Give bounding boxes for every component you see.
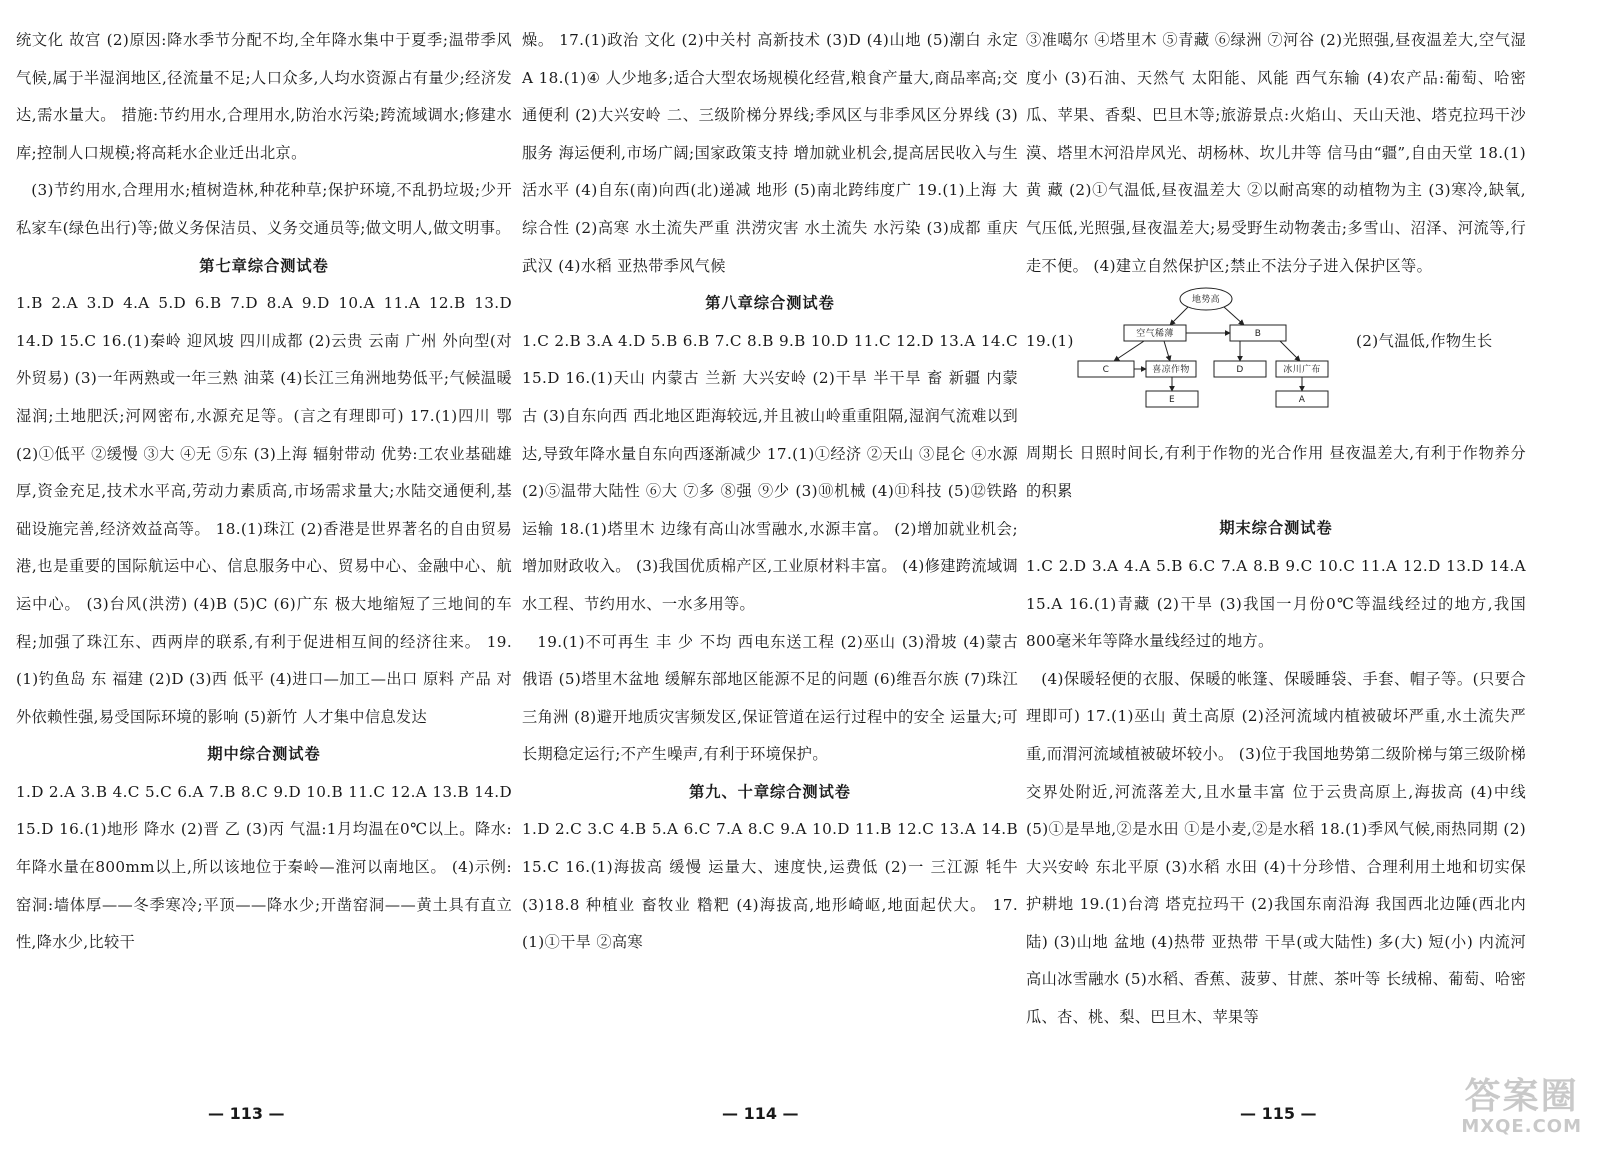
watermark-url: MXQE.COM <box>1461 1116 1582 1137</box>
answer-column-3 <box>1026 22 1526 1037</box>
answers-chapter9-10: 1.D 2.C 3.C 4.B 5.A 6.C 7.A 8.C 9.A 10.D 11.B 12.C 13.A 14.B 15.C 16.(1)海拔高 缓慢 运量大、速度快,运费低 (2)一 三江源 牦牛 (3)18.8 种植业 畜牧业 糌粑 (4)海拔高,地形崎岖,地面起伏大。 17.(1)①干旱 ②高寒 <box>522 820 1018 952</box>
answer-column-2 <box>522 22 1018 962</box>
answer-column-1 <box>16 22 512 962</box>
section-heading-chapter8: 第八章综合测试卷 <box>705 294 835 313</box>
flowchart-label: 喜凉作物 <box>1152 365 1190 376</box>
flowchart-label: 冰川广布 <box>1283 365 1321 376</box>
watermark-text: 答案圈 <box>1464 1076 1579 1117</box>
answer-continuation: (2)气温低,作物生长 <box>1356 332 1493 351</box>
answers-chapter8: 1.C 2.B 3.A 4.D 5.B 6.B 7.C 8.B 9.B 10.D 11.C 12.D 13.A 14.C 15.D 16.(1)天山 内蒙古 兰新 大兴安岭 (2)干旱 半干旱 畜 新疆 内蒙古 (3)自东向西 西北地区距海较远,并且被山岭重重阻隔,湿润气流难以到达,导致年降水量自东向西逐渐减少 17.(1)①经济 ②天山 ③昆仑 ④水源 (2)⑤温带大陆性 ⑥大 ⑦多 ⑧强 ⑨少 (3)⑩机械 (4)⑪科技 (5)⑫铁路运输 18.(1)塔里木 边缘有高山冰雪融水,水源丰富。 (2)增加就业机会;增加财政收入。 (3)我国优质棉产区,工业原材料丰富。 (4)修建跨流域调水工程、节约用水、一水多用等。 <box>522 331 1018 613</box>
answers-midterm: 1.D 2.A 3.B 4.C 5.C 6.A 7.B 8.C 9.D 10.B 11.C 12.A 13.B 14.D 15.D 16.(1)地形 降水 (2)晋 乙 (3)丙 气温:1月均温在0℃以上。降水:年降水量在800mm以上,所以该地位于秦岭—淮河以南地区。 (4)示例:窑洞:墙体厚——冬季寒冷;平顶——降水少;开凿窑洞——黄土具有直立性,降水少,比较干 <box>16 782 512 952</box>
paragraph: 周期长 日照时间长,有利于作物的光合作用 昼夜温差大,有利于作物养分的积累 <box>1026 444 1526 500</box>
answers-final: 1.C 2.D 3.A 4.A 5.B 6.C 7.A 8.B 9.C 10.C 11.A 12.D 13.D 14.A 15.A 16.(1)青藏 (2)干旱 (3)我国一月份0℃等温线经过的地方,我国800毫米年等降水量线经过的地方。 <box>1026 556 1526 651</box>
answers-chapter7: 1.B 2.A 3.D 4.A 5.D 6.B 7.D 8.A 9.D 10.A 11.A 12.B 13.D 14.D 15.C 16.(1)秦岭 迎风坡 四川成都 (2)云贵 云南 广州 外向型(对外贸易) (3)一年两熟或一年三熟 油菜 (4)长江三角洲地势低平;气候温暖湿润;土地肥沃;河网密布,水源充足等。(言之有理即可) 17.(1)四川 鄂 (2)①低平 ②缓慢 ③大 ④无 ⑤东 (3)上海 辐射带动 优势:工农业基础雄厚,资金充足,技术水平高,劳动力素质高,市场需求量大;水陆交通便利,基础设施完善,经济效益高等。 18.(1)珠江 (2)香港是世界著名的自由贸易港,也是重要的国际航运中心、信息服务中心、贸易中心、金融中心、航运中心。 (3)台风(洪涝) (4)B (5)C (6)广东 极大地缩短了三地间的车程;加强了珠江东、西两岸的联系,有利于促进相互间的经济往来。 19.(1)钓鱼岛 东 福建 (2)D (3)西 低平 (4)进口—加工—出口 原料 产品 对外依赖性强,易受国际环境的影响 (5)新竹 人才集中信息发达 <box>16 294 512 726</box>
paragraph: 19.(1)不可再生 丰 少 不均 西电东送工程 (2)巫山 (3)滑坡 (4)蒙古 俄语 (5)塔里木盆地 缓解东部地区能源不足的问题 (6)维吾尔族 (7)珠江三角洲 (8)避开地质灾害频发区,保证管道在运行过程中的安全 运量大;可长期稳定运行;不产生噪声,有利于环境保护。 <box>522 632 1018 764</box>
flowchart-label: D <box>1236 365 1244 376</box>
section-heading-chapter9-10: 第九、十章综合测试卷 <box>689 782 851 801</box>
page-number: — 115 — <box>1240 1104 1317 1123</box>
paragraph: 统文化 故宫 (2)原因:降水季节分配不均,全年降水集中于夏季;温带季风气候,属于半湿润地区,径流量不足;人口众多,人均水资源占有量少;经济发达,需水量大。 措施:节约用水,合理用水,防治水污染;跨流域调水;修建水库;控制人口规模;将高耗水企业迁出北京。 <box>16 31 512 162</box>
question-number: 19.(1) <box>1026 332 1074 351</box>
flowchart-label: B <box>1254 329 1262 340</box>
flowchart-label: 地势高 <box>1191 295 1221 306</box>
paragraph: ③准噶尔 ④塔里木 ⑤青藏 ⑥绿洲 ⑦河谷 (2)光照强,昼夜温差大,空气湿度小 (3)石油、天然气 太阳能、风能 西气东输 (4)农产品:葡萄、哈密瓜、苹果、香梨、巴旦木等;旅游景点:火焰山、天山天池、塔克拉玛干沙漠、塔里木河沿岸风光、胡杨林、坎儿井等 信马由“疆”,自由天堂 18.(1)黄 藏 (2)①气温低,昼夜温差大 ②以耐高寒的动植物为主 (3)寒冷,缺氧,气压低,光照强,昼夜温差大;易受野生动物袭击;多雪山、沼泽、河流等,行走不便。 (4)建立自然保护区;禁止不法分子进入保护区等。 <box>1026 31 1526 275</box>
answers-final-continued: (4)保暖轻便的衣服、保暖的帐篷、保暖睡袋、手套、帽子等。(只要合理即可) 17.(1)巫山 黄土高原 (2)泾河流域内植被破坏严重,水土流失严重,而渭河流域植被破坏较小。 (3)位于我国地势第二级阶梯与第三级阶梯交界处附近,河流落差大,且水量丰富 位于云贵高原上,海拔高 (4)中线 (5)①是旱地,②是水田 ①是小麦,②是水稻 18.(1)季风气候,雨热同期 (2)大兴安岭 东北平原 (3)水稻 水田 (4)十分珍惜、合理利用土地和切实保护耕地 19.(1)台湾 塔克拉玛干 (2)我国东南沿海 我国西北边陲(西北内陆) (3)山地 盆地 (4)热带 亚热带 干旱(或大陆性) 多(大) 短(小) 内流河 高山冰雪融水 (5)水稻、香蕉、菠萝、甘蔗、茶叶等 长绒棉、葡萄、哈密瓜、杏、桃、梨、巴旦木、苹果等 <box>1026 669 1526 1027</box>
page-number: — 114 — <box>722 1104 799 1123</box>
question-19-row <box>1026 285 1526 435</box>
flowchart-label: E <box>1168 395 1176 406</box>
flowchart-diagram <box>1074 285 1344 435</box>
watermark-logo <box>1461 1078 1582 1137</box>
paragraph: (3)节约用水,合理用水;植树造林,种花种草;保护环境,不乱扔垃圾;少开私家车(绿色出行)等;做义务保洁员、义务交通员等;做文明人,做文明事。 <box>16 181 512 237</box>
flowchart-label: A <box>1298 395 1306 406</box>
flowchart-label: C <box>1102 365 1110 376</box>
section-heading-chapter7: 第七章综合测试卷 <box>199 256 329 275</box>
page-number: — 113 — <box>208 1104 285 1123</box>
section-heading-midterm: 期中综合测试卷 <box>207 745 321 764</box>
paragraph: 燥。 17.(1)政治 文化 (2)中关村 高新技术 (3)D (4)山地 (5)潮白 永定 A 18.(1)④ 人少地多;适合大型农场规模化经营,粮食产量大,商品率高;交通便利 (2)大兴安岭 二、三级阶梯分界线;季风区与非季风区分界线 (3)服务 海运便利,市场广阔;国家政策支持 增加就业机会,提高居民收入与生活水平 (4)自东(南)向西(北)递减 地形 (5)南北跨纬度广 19.(1)上海 大 综合性 (2)高寒 水土流失严重 洪涝灾害 水土流失 水污染 (3)成都 重庆 武汉 (4)水稻 亚热带季风气候 <box>522 31 1018 275</box>
section-heading-final: 期末综合测试卷 <box>1219 519 1333 538</box>
flowchart-label: 空气稀薄 <box>1136 329 1174 340</box>
